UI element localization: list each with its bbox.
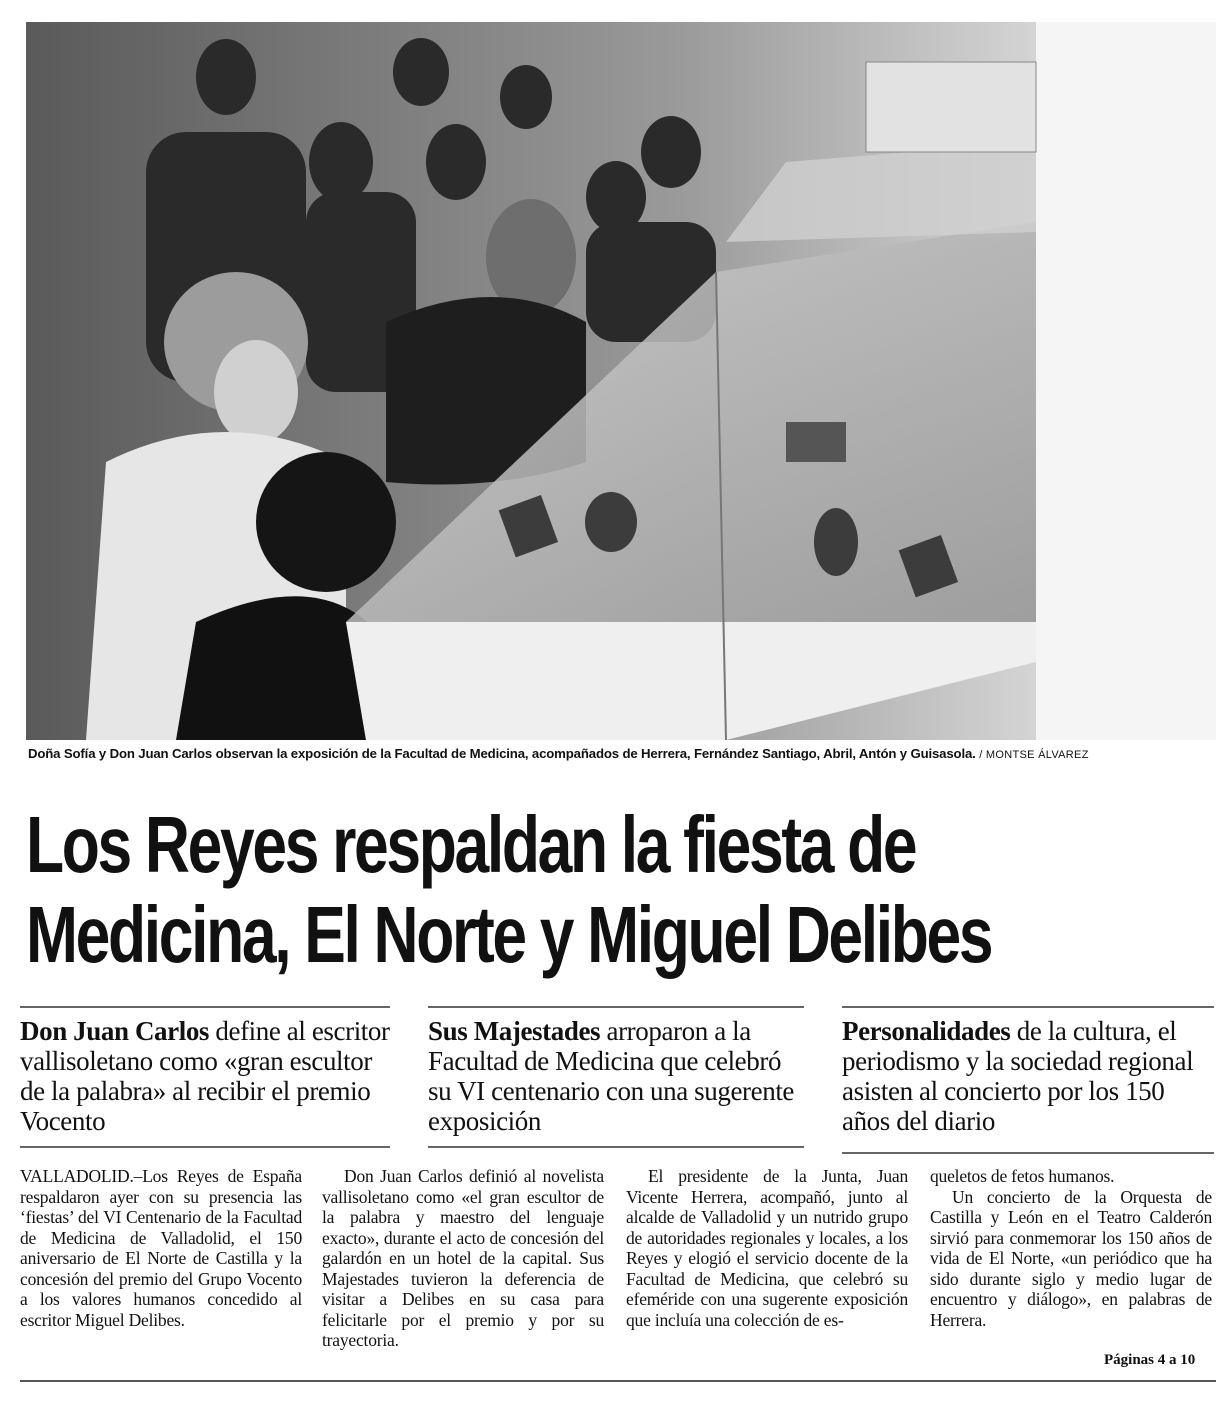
subheadline-3 <box>842 1006 1214 1148</box>
body-paragraph: El presidente de la Junta, Juan Vicente Herrera, acompañó, junto al alcalde de Valladolid y un nutrido grupo de autoridades regionales y locales, a los Reyes y elogió el servicio docente de la Facultad de Medicina, que celebró su efeméride con una sugerente exposición que incluía una colección de es- <box>626 1166 908 1330</box>
subheadline-2-lead: Sus Majestades <box>428 1016 601 1046</box>
photo-caption <box>28 746 1218 770</box>
headline-line-2: Medicina, El Norte y Miguel Delibes <box>26 890 992 979</box>
subheadline-2-text: arroparon a la Facultad de Medicina que celebró su VI centenario con una sugerente exposición <box>428 1016 795 1136</box>
subheadline-2 <box>428 1006 804 1148</box>
body-paragraph: Don Juan Carlos definió al novelista vallisoletano como «el gran escultor de la palabra y maestro del lenguaje exacto», durante el acto de concesión del galardón en un hotel de la capital. Sus Majestades tuvieron la deferencia de visitar a Delibes en su casa para felicitarle por el premio y por su trayectoria. <box>322 1166 604 1350</box>
bottom-rule <box>20 1380 1216 1382</box>
body-column-3 <box>626 1166 908 1330</box>
subheadline-1-lead: Don Juan Carlos <box>20 1016 210 1046</box>
headline <box>26 800 992 980</box>
subheadline-3-text: de la cultura, el periodismo y la sociedad regional asisten al concierto por los 150 años del diario <box>842 1016 1194 1136</box>
body-paragraph: queletos de fetos humanos. <box>930 1166 1115 1186</box>
subheadline-3-lead: Personalidades <box>842 1016 1011 1046</box>
photo-illustration <box>26 22 1216 740</box>
news-photo <box>26 22 1216 740</box>
subheadline-1-text: define al escritor vallisoletano como «gran escultor de la palabra» al recibir el premio Vocento <box>20 1016 390 1136</box>
caption-text: Doña Sofía y Don Juan Carlos observan la exposición de la Facultad de Medicina, acompañados de Herrera, Fernández Santiago, Abril, Antón y Guisasola. <box>28 746 976 761</box>
body-column-1 <box>20 1166 302 1330</box>
subheadline-3-rule <box>842 1152 1214 1154</box>
body-column-2 <box>322 1166 604 1351</box>
body-paragraph: VALLADOLID.–Los Reyes de España respaldaron ayer con su presencia las ‘fiestas’ del VI Centenario de la Facultad de Medicina de Valladolid, el 150 aniversario de El Norte de Castilla y la concesión del premio del Grupo Vocento a los valores humanos concedido al escritor Miguel Delibes. <box>20 1166 302 1330</box>
page-reference: Páginas 4 a 10 <box>1104 1352 1196 1368</box>
body-paragraph: Un concierto de la Orquesta de Castilla y León en el Teatro Calderón sirvió para conmemorar los 150 años de vida de El Norte, «un periódico que ha sido durante siglo y medio lugar de encuentro y diálogo», en palabras de Herrera. <box>930 1186 1212 1330</box>
subheadline-1 <box>20 1006 390 1148</box>
headline-line-1: Los Reyes respaldan la fiesta de <box>26 800 916 889</box>
photo-credit: / MONTSE ÁLVAREZ <box>979 749 1089 761</box>
body-column-4 <box>930 1166 1212 1330</box>
